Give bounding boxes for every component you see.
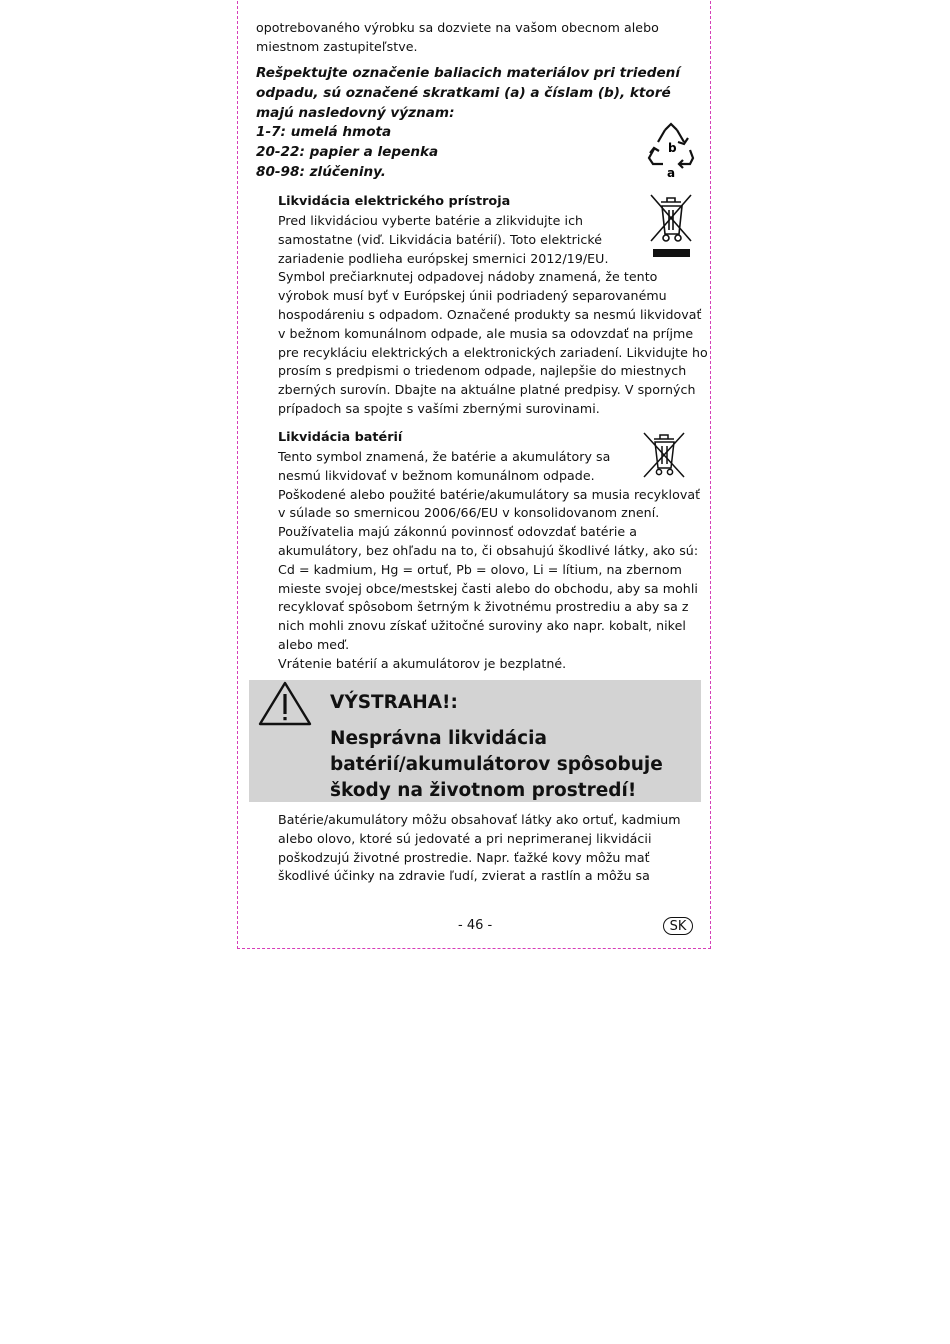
battery-line: mieste svojej obce/mestskej časti alebo do obchodu, aby sa mohli	[278, 580, 698, 596]
battery-text	[278, 448, 700, 674]
recycle-icon	[646, 122, 696, 182]
electric-line: zberných surovín. Dbajte na aktuálne platné predpisy. V sporných	[278, 382, 696, 398]
final-text	[278, 811, 681, 886]
electric-line: prosím s predpismi o triedenom odpade, najlepšie do miestnych	[278, 363, 687, 379]
warning-message-line: Nesprávna likvidácia	[330, 728, 547, 749]
battery-line: Tento symbol znamená, že batérie a akumulátory sa	[278, 449, 611, 464]
electric-line: pre recykláciu elektrických a elektronických zariadení. Likvidujte ho	[278, 344, 708, 360]
electric-line: Pred likvidáciou vyberte batérie a zlikvidujte ich	[278, 213, 584, 228]
warning-message-line: škody na životnom prostredí!	[330, 780, 637, 801]
final-line: Batérie/akumulátory môžu obsahovať látky ako ortuť, kadmium	[278, 812, 681, 827]
warning-triangle-icon	[257, 680, 313, 728]
intro-line: miestnom zastupiteľstve.	[256, 38, 418, 54]
crossed-bin-icon	[648, 192, 694, 260]
warning-message	[330, 726, 663, 804]
battery-line: recyklovať spôsobom šetrným k životnému prostrediu a aby sa z	[278, 599, 689, 615]
packaging-line: Rešpektujte označenie baliacich materiálov pri triedení	[256, 65, 681, 81]
electric-heading: Likvidácia elektrického prístroja	[278, 194, 511, 209]
battery-line: alebo meď.	[278, 636, 350, 652]
electric-line: výrobok musí byť v Európskej únii podriadený separovanému	[278, 288, 667, 304]
packaging-note	[256, 64, 680, 183]
black-bar	[653, 249, 690, 257]
battery-line: nich mohli znovu získať užitočné suroviny ako napr. kobalt, nikel	[278, 618, 686, 634]
packaging-line: majú nasledovný význam:	[256, 104, 455, 121]
electric-line: zariadenie podlieha európskej smernici 2012/19/EU.	[278, 250, 609, 266]
battery-line: akumulátory, bez ohľadu na to, či obsahujú škodlivé látky, ako sú:	[278, 542, 699, 558]
warning-title: VÝSTRAHA!:	[330, 692, 458, 713]
battery-line: nesmú likvidovať v bežnom komunálnom odpade.	[278, 467, 595, 483]
recycle-label-a: a	[667, 166, 676, 180]
electric-text	[278, 212, 708, 419]
battery-line: Používatelia majú zákonnú povinnosť odovzdať batérie a	[278, 524, 637, 540]
language-badge: SK	[663, 917, 693, 935]
recycle-label-b: b	[668, 141, 677, 155]
final-line: alebo olovo, ktoré sú jedovaté a pri neprimeranej likvidácii	[278, 830, 652, 846]
battery-line: Poškodené alebo použité batérie/akumulátory sa musia recyklovať	[278, 486, 701, 502]
battery-line: v súlade so smernicou 2006/66/EU v konsolidovanom znení.	[278, 505, 660, 521]
packaging-line: 1-7: umelá hmota	[256, 124, 392, 141]
intro-line: opotrebovaného výrobku sa dozviete na vašom obecnom alebo	[256, 20, 659, 35]
electric-line: samostatne (viď. Likvidácia batérií). Toto elektrické	[278, 231, 603, 247]
battery-heading: Likvidácia batérií	[278, 430, 403, 445]
packaging-line: odpadu, sú označené skratkami (a) a číslam (b), ktoré	[256, 84, 671, 101]
intro-text	[256, 19, 659, 57]
packaging-line: 80-98: zlúčeniny.	[256, 163, 386, 180]
electric-line: v bežnom komunálnom odpade, ale musia sa odovzdať na príjme	[278, 325, 694, 341]
electric-line: Symbol prečiarknutej odpadovej nádoby znamená, že tento	[278, 269, 658, 285]
electric-line: prípadoch sa spojte s vašími zbernými surovinami.	[278, 400, 600, 416]
packaging-line: 20-22: papier a lepenka	[256, 144, 439, 161]
battery-line: Vrátenie batérií a akumulátorov je bezplatné.	[278, 655, 567, 671]
electric-line: hospodáreniu s odpadom. Označené produkty sa nesmú likvidovať	[278, 306, 702, 322]
warning-message-line: batérií/akumulátorov spôsobuje	[330, 754, 663, 775]
page-number: - 46 -	[458, 918, 493, 933]
crossed-battery-bin-icon	[641, 431, 687, 479]
final-line: poškodzujú životné prostredie. Napr. ťažké kovy môžu mať	[278, 849, 650, 865]
final-line: škodlivé účinky na zdravie ľudí, zvierat a rastlín a môžu sa	[278, 868, 650, 884]
battery-line: Cd = kadmium, Hg = ortuť, Pb = olovo, Li = lítium, na zbernom	[278, 561, 682, 577]
